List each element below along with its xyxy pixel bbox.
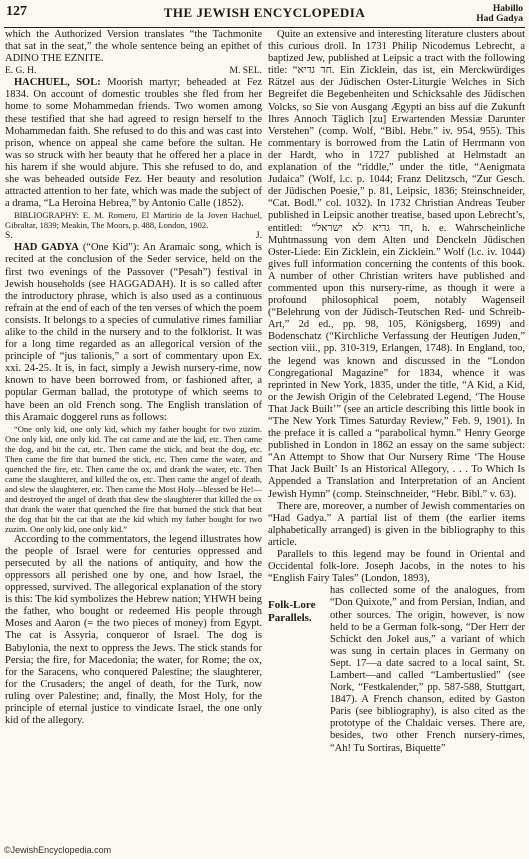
signature-initials: E. G. H. [5, 66, 37, 77]
signature-line [5, 65, 262, 77]
signature-line [5, 230, 262, 242]
commentaries-paragraph: There are, moreover, a number of Jewish commentaries on “Had Gadya.” A partial list of them (the earlier items alphabetically arranged) is given in the bibliography to this article. [268, 500, 525, 548]
had-gadya-intro: (“One Kid”): An Aramaic song, which is recited at the conclusion of the Seder service, held on the first two evenings of the Passover (“Pesah”) festival in Jewish households (see HAGGADAH). It is so called after the introductory phrase, which is also used as a continuous refrain at the end of each of the ten verses of which the poem consists. It belongs to a species of cumulative rimes familiar alike to the child in the nursery and to the folklorist. It was for a long time regarded as an allegorical version of the principle of “jus talionis,” a sort of commentary upon Ex. xxi. 24-25. It is, in fact, simply a Jewish nursery-rime, now known to have been borrowed from, or fashioned after, a popular German ballad, the prototype of which seems to have been an old French song. The English translation of this Aramaic doggerel runs as follows: [5, 242, 262, 423]
had-gadya-article [5, 242, 262, 423]
allegory-paragraph: According to the commentators, the legend illustrates how the people of Israel were for centuries oppressed and persecuted by all the nations of antiquity, and how the oppressors all perished one by one, and how Israel, the oppressed, survived. The allegorical explanation of the story is this: The kid symbolizes the Hebrew nation; YHWH being the father, who bought or redeemed His people through Moses and Aaron (= the two pieces of money) from Egypt. The cat is Assyria, conqueror of Israel. The dog is Babylonia, the next to oppress the Jews. The stick stands for Persia; the fire, for Macedonia; the water, for Rome; the ox, for the Saracens, who conquered Palestine; the slaughterer, for the Crusaders; the angel of death, for the Turk, now ruling over Palestine; and, finally, the Most Holy, for the principle of eternal justice to vindicate Israel, the one only kid of the allegory. [5, 533, 262, 727]
hachuel-article [5, 77, 262, 210]
hachuel-body: Moorish martyr; beheaded at Fez 1834. On account of domestic troubles she fled from her home to some Mohammedan friends. Two women among these testified that she had agreed to resign herself to the Mohammedan faith. She refused to do this and was cast into prison, whence on appeal she came before the sultan. He was so struck with her beauty that he offered her a place in his harem if she would abjure. This she refused to do, and she was beheaded outside Fez. Her beauty and resolution attracted attention to her fate, which was made the subject of a drama, “La Heroina Hebrea,” by Antonio Calle (1852). [5, 77, 262, 210]
continuation-paragraph: which the Authorized Version translates “the Tachmonite that sat in the seat,” the whole sentence being an epithet of ADINO THE EZNITE. [5, 29, 262, 65]
translation-quote: “One only kid, one only kid, which my father bought for two zuzim. One only kid, one only kid. The cat came and ate the kid, etc. Then came the dog, and bit the cat, etc. Then came the stick, and beat the dog, etc. Then came the fire that burned the stick, etc. Then came the water, and quenched the fire, etc. Then came the ox, and drank the water, etc. Then came the slaughterer, and killed the ox, etc. Then came the angel of death, and slew the slaughterer, etc. Then came the Most Holy—blessed be He!—and destroyed the angel of death that slew the slaughterer that killed the ox that drank the water that quenched the fire that burned the stick that beat the dog that bit the cat that ate the kid which my father bought for two zuzim. One only kid, one only kid.” [5, 423, 262, 534]
page-title: THE JEWISH ENCYCLOPEDIA [163, 5, 366, 20]
page-header [4, 3, 525, 28]
hachuel-headword: HACHUEL, SOL: [14, 77, 101, 89]
literature-paragraph: Quite an extensive and interesting literature clusters about this curious droll. In 1731 Philip Nicodemus Lebrecht, a baptized Jew, published at Leipsic a tract with the following title: “חד גדיא. Ein Zicklein, das ist, ein Merckwürdiges Rätzel aus der Jüdischen Oster-Liturgie Welches in Sich Begreifet die Begebenheiten und Schicksahle des Jüdischen Volcks, so Sie von Ausgang Ægypti an biss auf die Zukunft Ihres Annoch Täglich [zu] Erwartenden Messiæ Darunter Verstehen” (comp. Wolf, “Bibl. Hebr.” iv. 954, 955). This commentary is borrowed from the Latin of Herrmann von der Hardt, who in 1727 published at Helmstadt an explanation of the “riddle,” under the title, “Aenigmata Judaica” (Wolf, l.c. p. 1044; Franz Delitzsch, “Zur Gesch. der Jüdischen Poesie,” p. 81, Leipsic, 1836; Steinschneider, “Cat. Bodl.” col. 1032). In 1732 Christian Andreas Teuber published in Leipsic another treatise, based upon Lebrecht’s, entitled: “חד גדיא לא ישראל, h. e. Wahrscheinliche Muhtmassung von dem Alten und Denckeln Jüdischen Oster-Liede: Ein Zicklein, ein Zicklein.” Wolf (l.c. iv. 1044) gives full information concerning the contents of this book. A number of other Christian writers have published and commented upon this nursery-rime, as though it were a profound philosophical poem, notably Wagenseil (“Belehrung von der Jüdisch-Teutschen Red- und Schreib-Art,” 2d ed., pp. 98, 105, Königsberg, 1699) and Bodenschatz (“Kirchliche Verfassung der Heutigen Juden,” section viii., pp. 310-319, Erlangen, 1748). In England, too, the legend was known and discussed in the “London Congregational Magazine” for 1834, whence it was reprinted in New York, 1835, under the title, “A Kid, a Kid, or the Jewish Origin of the Celebrated Legend, ‘The House That Jack Built’” (see an article describing this little book in “The New York Times Saturday Review,” Feb. 9, 1901). In the preface it is called a “parabolical hymn.” Henry George published in London in 1862 an essay on the same subject: “An Attempt to Show that Our Nursery Rime ‘The House That Jack Built’ Is an Historical Allegory, . . . To Which Is Appended a Translation and Interpretation of an Ancient Jewish Hymn” (comp. Steinschneider, “Hebr. Bibl.” v. 63). [268, 29, 525, 500]
copyright-credit: ©JewishEncyclopedia.com [4, 845, 112, 855]
sidenote-label: Folk-Lore Parallels. [268, 599, 316, 625]
page-number: 127 [6, 4, 27, 19]
right-column [268, 29, 525, 841]
signature-author: M. SEL. [229, 66, 262, 77]
signature-initials: S. [5, 231, 13, 242]
running-head-last: Had Gadya [476, 14, 523, 24]
had-gadya-headword: HAD GADYA [14, 242, 79, 254]
sidenote-block [268, 585, 525, 754]
running-head [476, 4, 523, 24]
hachuel-bibliography: BIBLIOGRAPHY: E. M. Romero, El Martirio de la Joven Hachuel, Gibraltar, 1839; Meakin, The Moors, p. 488, London, 1902. [5, 210, 262, 231]
parallels-paragraph-start: Parallels to this legend may be found in Oriental and Occidental folk-lore. Joseph Jacobs, in the notes to his “English Fairy Tales” (London, 1893), [268, 549, 525, 585]
parallels-paragraph-cont: has collected some of the analogues, from “Don Quixote,” and from Persian, Indian, and other sources. The origin, however, is now held to be a German folk-song, “Der Herr der Schickt den Jokel aus,” a variant of which was sung in certain places in Germany on Sept. 17—a date sacred to a local saint, St. Lambert—and called “Lambertuslied” (see Nork, “Festkalender,” pp. 587-588, Stuttgart, 1847). A French chanson, edited by Gaston Paris (see bibliography), is also cited as the prototype of the Chaldaic verses. There are, besides, two other French nursery-rimes, “Ah! Tu Sortiras, Biquette” [330, 585, 525, 754]
running-head-first: Habillo [492, 4, 523, 14]
signature-author: J. [255, 231, 262, 242]
left-column [5, 29, 262, 841]
